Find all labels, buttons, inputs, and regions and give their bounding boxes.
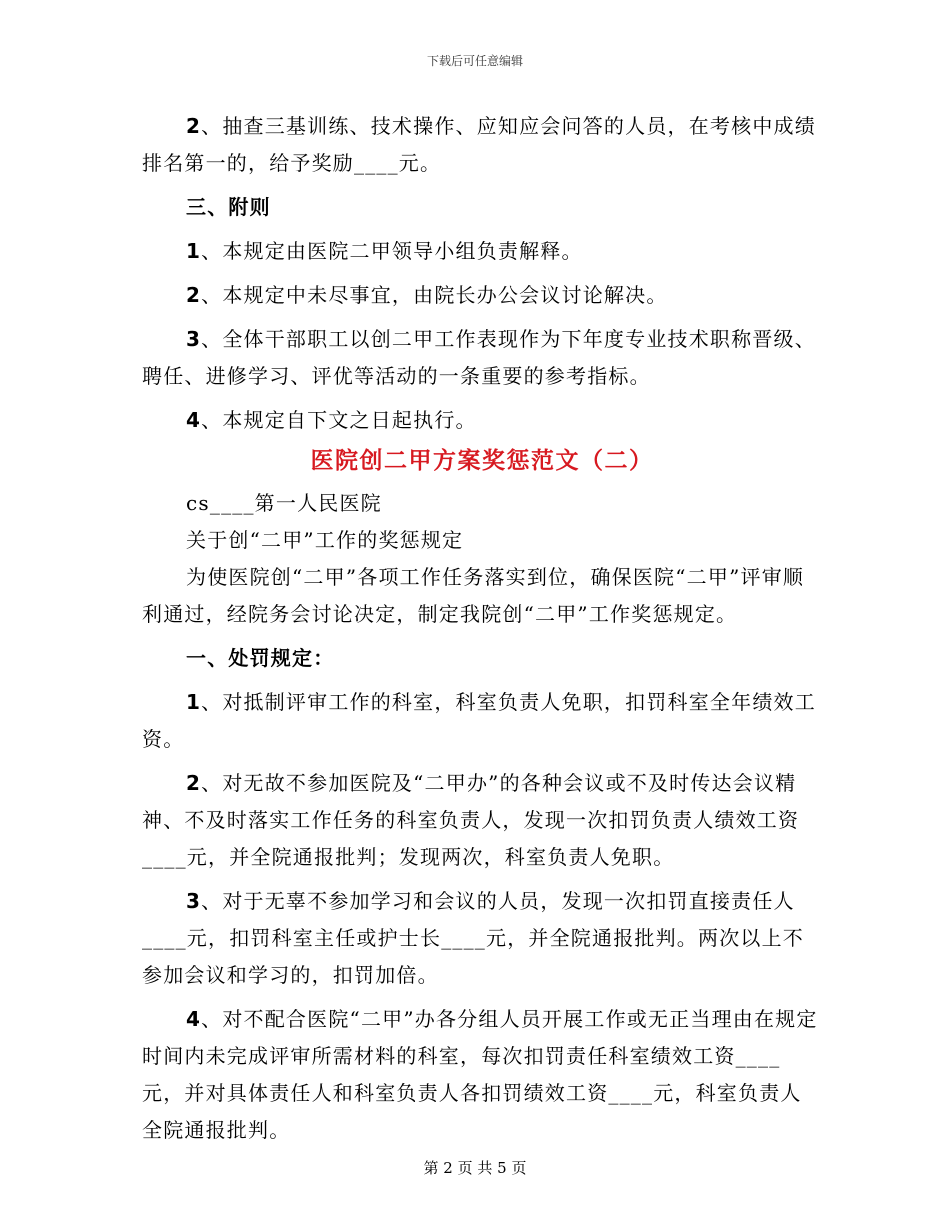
page-header: 下载后可任意编辑 [426,54,523,68]
section1-item-1 [142,684,822,758]
item-number: 2 [186,114,202,138]
item-text: 、本规定由医院二甲领导小组负责解释。 [201,239,583,263]
section1-item-2 [142,765,822,876]
section-heading-1: 一、处罚规定： [186,646,335,670]
item-number: 2 [186,283,202,307]
item-number: 4 [186,408,202,432]
section3-item-2 [142,277,822,314]
item-text: 、对抵制评审工作的科室，科室负责人免职，扣罚科室全年绩效工资。 [142,690,816,751]
item-text: 、抽查三基训练、技术操作、应知应会问答的人员，在考核中成绩排名第一的，给予奖励____元。 [142,114,816,175]
item-number: 4 [186,1007,202,1031]
item-text: 、本规定自下文之日起执行。 [201,408,477,432]
organization-line: cs____第一人民医院 [186,491,382,515]
item-text: 、全体干部职工以创二甲工作表现作为下年度专业技术职称晋级、聘任、进修学习、评优等活动的一条重要的参考指标。 [142,327,816,388]
section3-item-4 [142,402,822,439]
section1-item-3 [142,883,822,994]
section3-item-3 [142,321,822,395]
item-text: 、对不配合医院“二甲”办各分组人员开展工作或无正当理由在规定时间内未完成评审所需材料的科室，每次扣罚责任科室绩效工资____元，并对具体责任人和科室负责人各扣罚绩效工资____元，科室负责人全院通报批判。 [142,1007,818,1142]
item-text: 、对于无辜不参加学习和会议的人员，发现一次扣罚直接责任人____元，扣罚科室主任或护士长____元，并全院通报批判。两次以上不参加会议和学习的，扣罚加倍。 [142,889,804,987]
item-number: 1 [186,690,202,714]
section3-item-1 [142,233,822,270]
document-title: 医院创二甲方案奖惩范文（二） [310,447,654,474]
item-number: 2 [186,771,202,795]
page-footer: 第 2 页 共 5 页 [423,1159,527,1177]
item-number: 1 [186,239,202,263]
document-body [142,108,822,1156]
section1-item-4 [142,1001,822,1149]
item-text: 、本规定中未尽事宜，由院长办公会议讨论解决。 [201,283,668,307]
paragraph-top-2 [142,108,822,182]
section-heading-3: 三、附则 [186,195,271,219]
item-number: 3 [186,889,202,913]
intro-paragraph: 为使医院创“二甲”各项工作任务落实到位，确保医院“二甲”评审顺利通过，经院务会讨论决定，制定我院创“二甲”工作奖惩规定。 [142,565,805,626]
sub-title: 关于创“二甲”工作的奖惩规定 [186,528,464,552]
item-text: 、对无故不参加医院及“二甲办”的各种会议或不及时传达会议精神、不及时落实工作任务的科室负责人，发现一次扣罚负责人绩效工资____元，并全院通报批判；发现两次，科室负责人免职。 [142,771,800,869]
item-number: 3 [186,327,202,351]
